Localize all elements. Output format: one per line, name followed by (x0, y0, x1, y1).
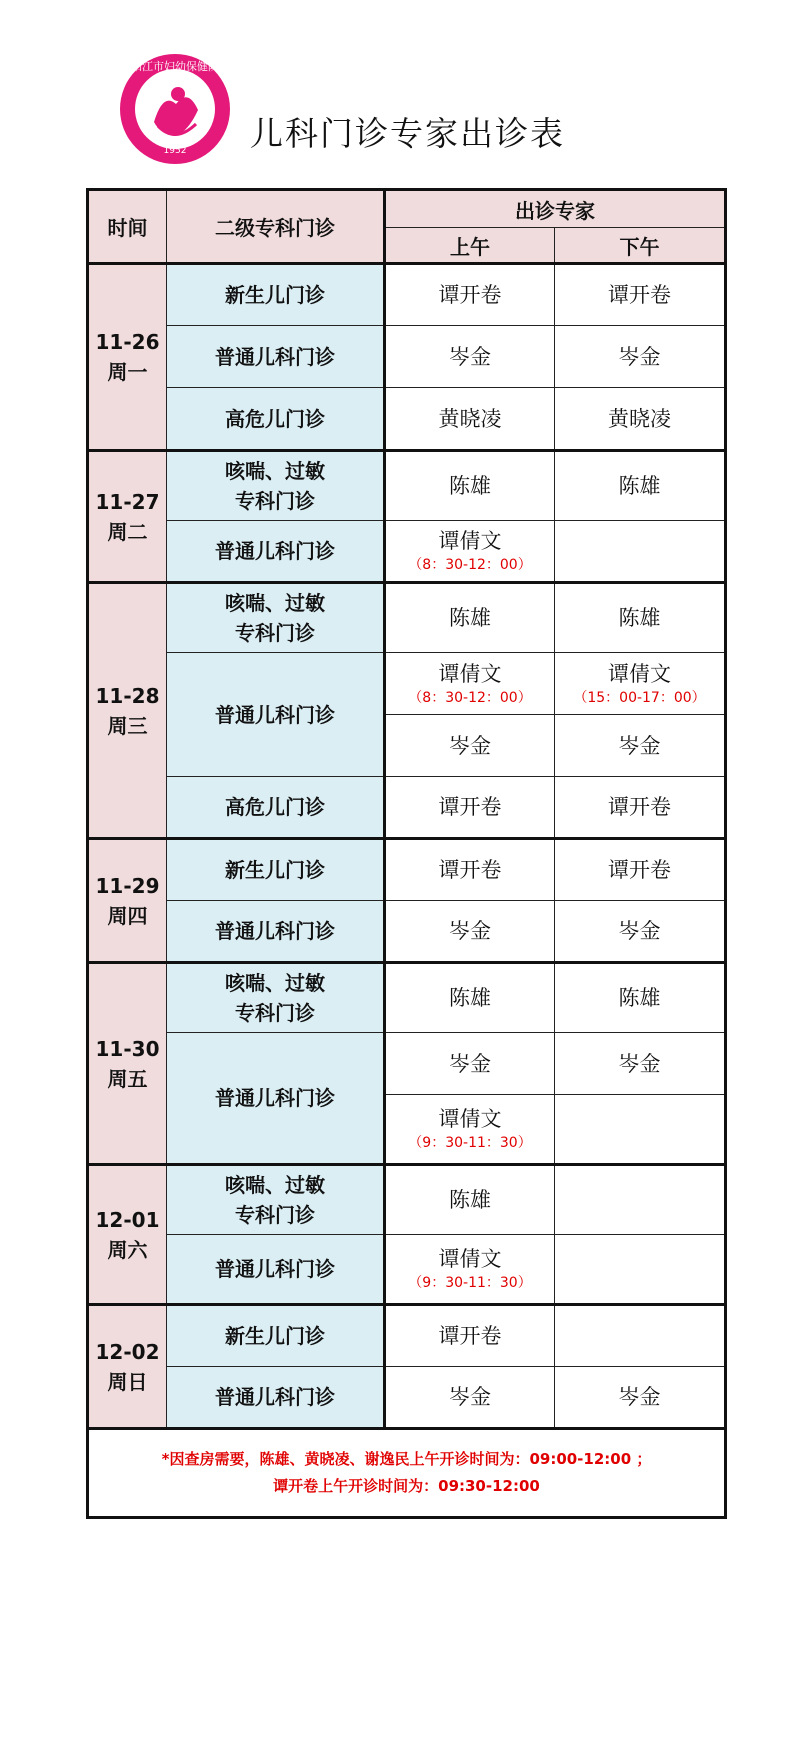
header-experts: 出诊专家 (385, 190, 726, 228)
clinic-cell: 咳喘、过敏 专科门诊 (167, 963, 385, 1033)
doctor-cell (555, 1235, 726, 1305)
clinic-cell: 普通儿科门诊 (167, 521, 385, 583)
clinic-cell: 新生儿门诊 (167, 839, 385, 901)
doctor-cell: 陈雄 (385, 1165, 555, 1235)
doctor-cell (555, 521, 726, 583)
clinic-cell: 咳喘、过敏 专科门诊 (167, 451, 385, 521)
schedule-table (86, 188, 727, 1519)
doctor-cell (555, 1305, 726, 1367)
logo-year: 1952 (163, 146, 187, 156)
clinic-cell: 普通儿科门诊 (167, 653, 385, 777)
header-clinic: 二级专科门诊 (167, 190, 385, 264)
doctor-cell: 谭倩文 （9：30-11：30） (385, 1095, 555, 1165)
clinic-cell: 普通儿科门诊 (167, 901, 385, 963)
day-cell: 11-30 周五 (88, 963, 167, 1165)
doctor-cell: 谭开卷 (555, 264, 726, 326)
day-cell: 12-02 周日 (88, 1305, 167, 1429)
day-cell: 11-26 周一 (88, 264, 167, 451)
doctor-cell (555, 1095, 726, 1165)
clinic-cell: 普通儿科门诊 (167, 326, 385, 388)
clinic-cell: 普通儿科门诊 (167, 1033, 385, 1165)
doctor-cell: 岑金 (555, 326, 726, 388)
clinic-cell: 高危儿门诊 (167, 777, 385, 839)
doctor-cell: 岑金 (555, 1367, 726, 1429)
doctor-cell: 黄晓凌 (385, 388, 555, 451)
doctor-cell: 岑金 (385, 326, 555, 388)
day-cell: 11-29 周四 (88, 839, 167, 963)
day-cell: 12-01 周六 (88, 1165, 167, 1305)
doctor-cell: 谭开卷 (385, 839, 555, 901)
doctor-cell: 陈雄 (555, 583, 726, 653)
doctor-cell: 岑金 (385, 1033, 555, 1095)
hospital-logo (118, 52, 232, 166)
doctor-cell: 陈雄 (385, 963, 555, 1033)
day-cell: 11-27 周二 (88, 451, 167, 583)
doctor-cell: 岑金 (385, 715, 555, 777)
clinic-cell: 咳喘、过敏 专科门诊 (167, 583, 385, 653)
doctor-cell: 谭开卷 (555, 839, 726, 901)
header-time: 时间 (88, 190, 167, 264)
footnote-line-1: *因查房需要，陈雄、黄晓凌、谢逸民上午开诊时间为：09:00-12:00 ； (161, 1450, 652, 1468)
doctor-cell (555, 1165, 726, 1235)
footnote-line-2: 谭开卷上午开诊时间为：09:30-12:00 (273, 1477, 540, 1495)
footnote (88, 1429, 726, 1518)
clinic-cell: 高危儿门诊 (167, 388, 385, 451)
doctor-cell: 陈雄 (555, 451, 726, 521)
doctor-cell: 谭开卷 (385, 264, 555, 326)
doctor-cell: 黄晓凌 (555, 388, 726, 451)
doctor-cell: 岑金 (555, 1033, 726, 1095)
doctor-cell: 岑金 (385, 1367, 555, 1429)
doctor-cell: 谭倩文 （8：30-12：00） (385, 521, 555, 583)
clinic-cell: 咳喘、过敏 专科门诊 (167, 1165, 385, 1235)
page-title: 儿科门诊专家出诊表 (250, 114, 565, 153)
doctor-cell: 谭开卷 (555, 777, 726, 839)
doctor-cell: 岑金 (555, 901, 726, 963)
doctor-cell: 谭开卷 (385, 1305, 555, 1367)
doctor-cell: 岑金 (555, 715, 726, 777)
clinic-cell: 普通儿科门诊 (167, 1367, 385, 1429)
header-pm: 下午 (555, 228, 726, 264)
doctor-cell: 陈雄 (385, 583, 555, 653)
clinic-cell: 新生儿门诊 (167, 1305, 385, 1367)
logo-arc-text: 阳江市妇幼保健院 (131, 60, 219, 73)
doctor-cell: 陈雄 (385, 451, 555, 521)
day-cell: 11-28 周三 (88, 583, 167, 839)
doctor-cell: 谭开卷 (385, 777, 555, 839)
header-am: 上午 (385, 228, 555, 264)
doctor-cell: 岑金 (385, 901, 555, 963)
clinic-cell: 新生儿门诊 (167, 264, 385, 326)
doctor-cell: 谭倩文 （8：30-12：00） (385, 653, 555, 715)
clinic-cell: 普通儿科门诊 (167, 1235, 385, 1305)
doctor-cell: 陈雄 (555, 963, 726, 1033)
doctor-cell: 谭倩文 （15：00-17：00） (555, 653, 726, 715)
doctor-cell: 谭倩文 （9：30-11：30） (385, 1235, 555, 1305)
